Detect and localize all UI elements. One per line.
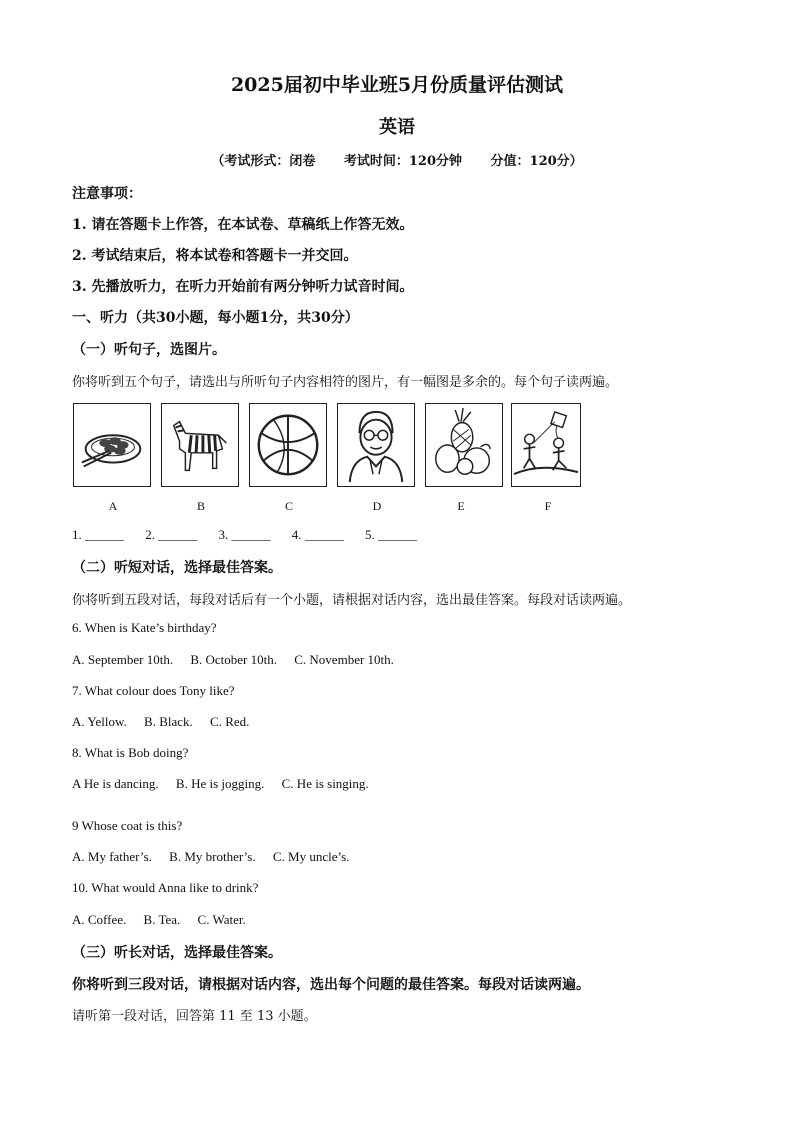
picture-label: F: [544, 499, 552, 513]
part1-instruction: 你将听到五个句子，请选出与所听句子内容相符的图片，有一幅图是多余的。每个句子读两遍。: [72, 375, 619, 390]
option[interactable]: A. Coffee.: [72, 912, 127, 927]
note-item: 3. 先播放听力，在听力开始前有两分钟听力试音时间。: [72, 279, 414, 295]
picture-d: [337, 403, 415, 487]
option[interactable]: B. Black.: [144, 714, 193, 729]
picture-f: [511, 403, 581, 487]
part1-heading: （一）听句子，选图片。: [72, 342, 226, 358]
picture-label: D: [372, 499, 382, 513]
question-text: 7. What colour does Tony like?: [72, 683, 235, 698]
picture-label: B: [196, 499, 205, 513]
picture-e: [425, 403, 503, 487]
option[interactable]: A. September 10th.: [72, 652, 174, 667]
option[interactable]: C. Red.: [210, 714, 250, 729]
exam-format: （考试形式：闭卷: [211, 154, 316, 169]
question-options: [72, 849, 363, 865]
answer-blank[interactable]: 3. ______: [218, 527, 271, 542]
question-text: 9 Whose coat is this?: [72, 818, 183, 833]
answer-blank[interactable]: 5. ______: [365, 527, 417, 542]
option[interactable]: B. My brother’s.: [169, 849, 256, 864]
option[interactable]: A. My father’s.: [72, 849, 152, 864]
exam-duration: 考试时间：120分钟: [343, 154, 462, 169]
picture-c: [249, 403, 327, 487]
note-item: 2. 考试结束后，将本试卷和答题卡一并交回。: [72, 248, 358, 264]
answer-blank[interactable]: 2. ______: [145, 527, 198, 542]
picture-label: C: [284, 499, 293, 513]
exam-subject: 英语: [379, 117, 415, 138]
option[interactable]: B. Tea.: [143, 912, 181, 927]
doctor-icon: [338, 404, 414, 486]
picture-label: A: [108, 499, 118, 513]
exam-score: 分值：120分）: [490, 154, 583, 169]
note-item: 1. 请在答题卡上作答，在本试卷、草稿纸上作答无效。: [72, 217, 414, 233]
answer-blanks: [72, 527, 435, 543]
question-text: 8. What is Bob doing?: [72, 745, 189, 760]
exam-meta: [0, 150, 794, 169]
question-options: [72, 714, 263, 730]
exam-title: 2025届初中毕业班5月份质量评估测试: [230, 74, 564, 96]
option[interactable]: B. He is jogging.: [175, 776, 265, 791]
option[interactable]: A He is dancing.: [72, 776, 159, 791]
part3-subinstruction: 请听第一段对话，回答第 11 至 13 小题。: [72, 1009, 317, 1024]
fruits-icon: [426, 404, 502, 486]
option[interactable]: C. November 10th.: [294, 652, 394, 667]
part3-instruction: 你将听到三段对话，请根据对话内容，选出每个问题的最佳答案。每段对话读两遍。: [72, 977, 590, 993]
question-options: [72, 912, 260, 928]
part3-heading: （三）听长对话，选择最佳答案。: [72, 945, 282, 961]
option[interactable]: B. October 10th.: [190, 652, 277, 667]
part2-heading: （二）听短对话，选择最佳答案。: [72, 560, 282, 576]
picture-a: [73, 403, 151, 487]
picture-b: [161, 403, 239, 487]
option[interactable]: C. He is singing.: [281, 776, 369, 791]
answer-blank[interactable]: 1. ______: [72, 527, 124, 542]
dumplings-icon: [74, 404, 150, 486]
option[interactable]: A. Yellow.: [72, 714, 127, 729]
section-heading: 一、听力（共30小题，每小题1分，共30分）: [72, 310, 359, 326]
question-text: 10. What would Anna like to drink?: [72, 880, 259, 895]
kite-flying-icon: [512, 404, 580, 486]
option[interactable]: C. My uncle’s.: [272, 849, 350, 864]
notes-heading: 注意事项：: [72, 186, 142, 202]
zebra-icon: [162, 404, 238, 486]
option[interactable]: C. Water.: [197, 912, 246, 927]
basketball-icon: [250, 404, 326, 486]
question-options: [72, 776, 383, 792]
question-options: [72, 652, 408, 668]
question-text: 6. When is Kate’s birthday?: [72, 620, 217, 635]
picture-label: E: [457, 499, 465, 513]
part2-instruction: 你将听到五段对话，每段对话后有一个小题，请根据对话内容，选出最佳答案。每段对话读两遍。: [72, 593, 632, 608]
answer-blank[interactable]: 4. ______: [291, 527, 344, 542]
